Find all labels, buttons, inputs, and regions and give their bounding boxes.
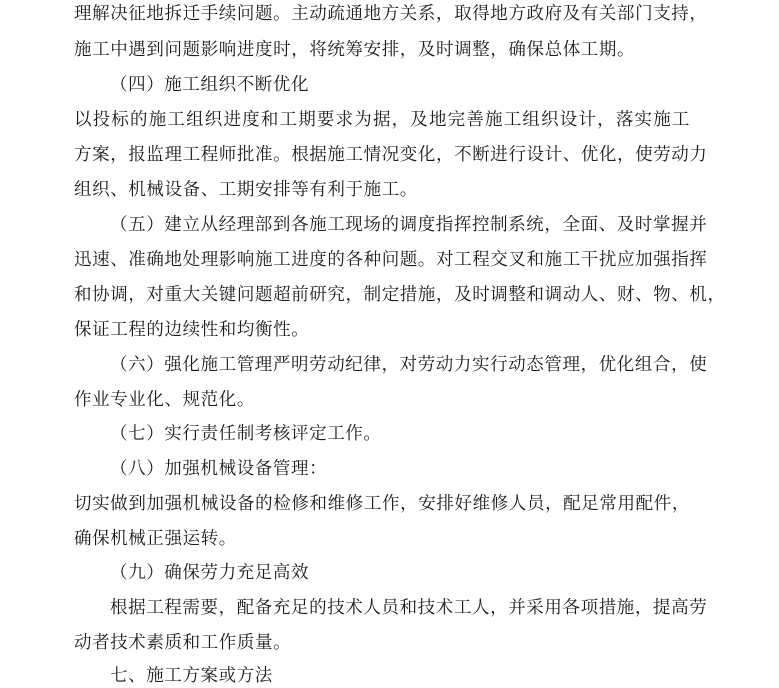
section-heading: （四）施工组织不断优化 xyxy=(110,75,310,95)
text-line: 和协调，对重大关键问题超前研究，制定措施，及时调整和调动人、财、物、机， xyxy=(74,285,726,305)
text-line: 方案，报监理工程师批准。根据施工情况变化，不断进行设计、优化，使劳动力 xyxy=(74,145,708,165)
text-line: 作业专业化、规范化。 xyxy=(74,390,255,410)
text-line: （五）建立从经理部到各施工现场的调度指挥控制系统，全面、及时掌握并 xyxy=(110,215,708,235)
text-line: 以投标的施工组织进度和工期要求为据，及地完善施工组织设计，落实施工 xyxy=(74,110,690,130)
text-line: 施工中遇到问题影响进度时，将统筹安排，及时调整，确保总体工期。 xyxy=(74,40,636,60)
section-heading: （九）确保劳力充足高效 xyxy=(110,563,310,583)
text-line: 切实做到加强机械设备的检修和维修工作，安排好维修人员，配足常用配件， xyxy=(74,494,690,514)
text-line: 迅速、准确地处理影响施工进度的各种问题。对工程交叉和施工干扰应加强指挥 xyxy=(74,250,708,270)
text-line: 确保机械正强运转。 xyxy=(74,529,237,549)
text-line: 理解决征地拆迁手续问题。主动疏通地方关系，取得地方政府及有关部门支持， xyxy=(74,4,708,24)
text-line: （六）强化施工管理严明劳动纪律，对劳动力实行动态管理，优化组合，使 xyxy=(110,355,708,375)
chapter-heading: 七、施工方案或方法 xyxy=(110,666,273,686)
section-heading: （七）实行责任制考核评定工作。 xyxy=(110,424,382,444)
text-line: 保证工程的边续性和均衡性。 xyxy=(74,320,310,340)
text-line: 动者技术素质和工作质量。 xyxy=(74,633,292,653)
text-line: 组织、机械设备、工期安排等有利于施工。 xyxy=(74,180,418,200)
text-line: 根据工程需要，配备充足的技术人员和技术工人，并采用各项措施，提高劳 xyxy=(110,598,708,618)
section-heading: （八）加强机械设备管理： xyxy=(110,459,328,479)
